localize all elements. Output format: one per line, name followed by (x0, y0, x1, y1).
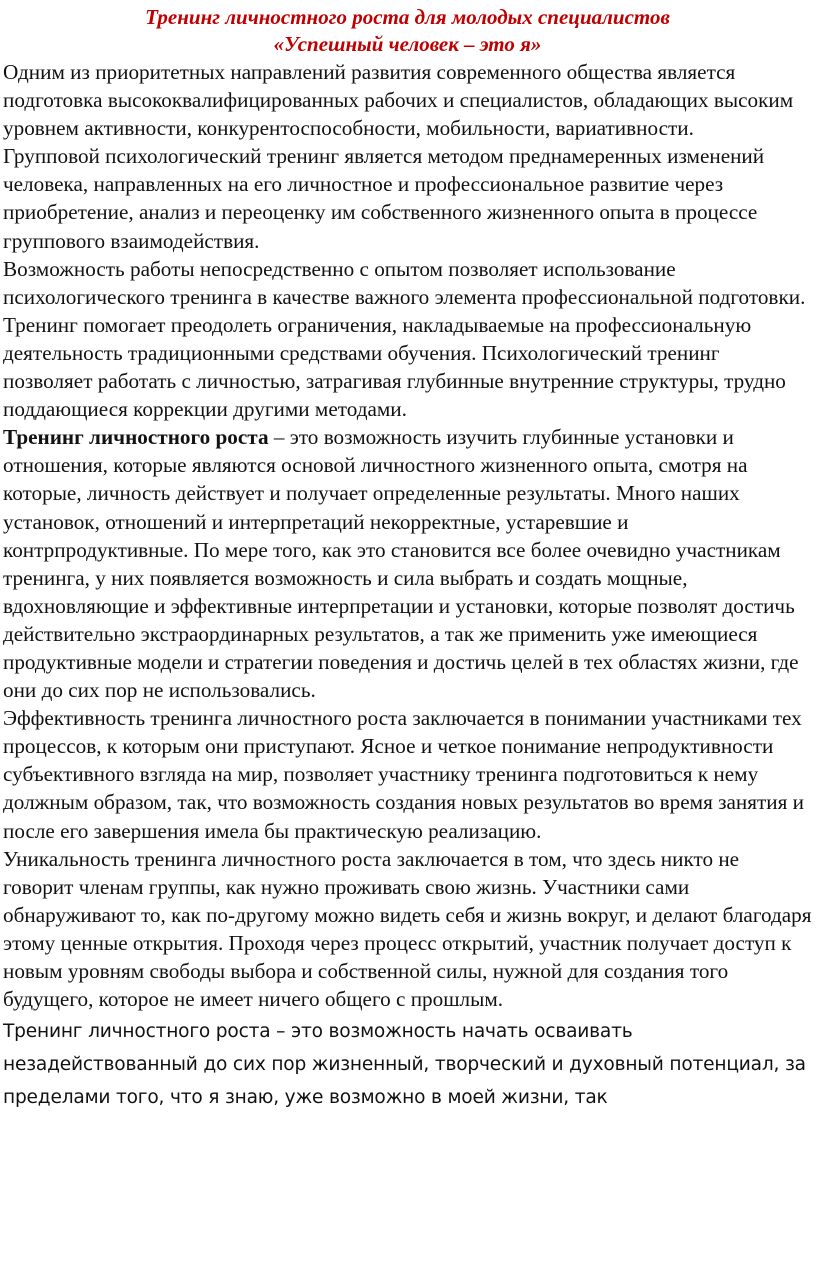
paragraph-effectiveness: Эффективность тренинга личностного роста заключается в понимании участниками тех процессов, к которым они приступают. Ясное и четкое понимание непродуктивности субъективного взгляда на мир, позволяет участнику тренинга подготовиться к нему должным образом, так, что возможность создания новых результатов во время занятия и после его завершения имела бы практическую реализацию. (3, 706, 804, 843)
document-title (3, 4, 812, 58)
paragraph-experience: Возможность работы непосредственно с опытом позволяет использование психологического тренинга в качестве важного элемента профессиональной подготовки. Тренинг помогает преодолеть ограничения, накладываемые на профессиональную деятельность традиционными средствами обучения. Психологический тренинг позволяет работать с личностью, затрагивая глубинные внутренние структуры, трудно поддающиеся коррекции другими методами. (3, 256, 806, 422)
paragraph-uniqueness: Уникальность тренинга личностного роста заключается в том, что здесь никто не говорит членам группы, как нужно проживать свою жизнь. Участники сами обнаруживают то, как по-другому можно видеть себя и жизнь вокруг, и делают благодаря этому ценные открытия. Проходя через процесс открытий, участник получает доступ к новым уровням свободы выбора и собственной силы, нужной для создания того будущего, которое не имеет ничего общего с прошлым. (3, 846, 812, 1012)
title-line-2: «Успешный человек – это я» (273, 32, 542, 56)
paragraph-definition (3, 423, 812, 704)
definition-term: Тренинг личностного роста (3, 425, 269, 450)
title-line-1: Тренинг личностного роста для молодых специалистов (145, 5, 670, 29)
paragraph-intro: Одним из приоритетных направлений развития современного общества является подготовка высококвалифицированных рабочих и специалистов, обладающих высоким уровнем активности, конкурентоспособности, мобильности, вариативности. (3, 60, 794, 141)
definition-text: – это возможность изучить глубинные установки и отношения, которые являются основой личностного жизненного опыта, смотря на которые, личность действует и получает определенные результаты. Много наших установок, отношений и интерпретаций некорректные, устаревшие и контрпродуктивные. По мере того, как это становится все более очевидно участникам тренинга, у них появляется возможность и сила выбрать и создать мощные, вдохновляющие и эффективные интерпретации и установки, которые позволят достичь действительно экстраординарных результатов, а так же применить уже имеющиеся продуктивные модели и стратегии поведения и достичь целей в тех областях жизни, где они до сих пор не использовались. (3, 425, 799, 703)
paragraph-final: Тренинг личностного роста – это возможность начать осваивать незадействованный до сих пор жизненный, творческий и духовный потенциал, за пределами того, что я знаю, уже возможно в моей жизни, так (3, 1021, 806, 1109)
paragraph-group-training: Групповой психологический тренинг является методом преднамеренных изменений человека, направленных на его личностное и профессиональное развитие через приобретение, анализ и переоценку им собственного жизненного опыта в процессе группового взаимодействия. (3, 144, 765, 253)
